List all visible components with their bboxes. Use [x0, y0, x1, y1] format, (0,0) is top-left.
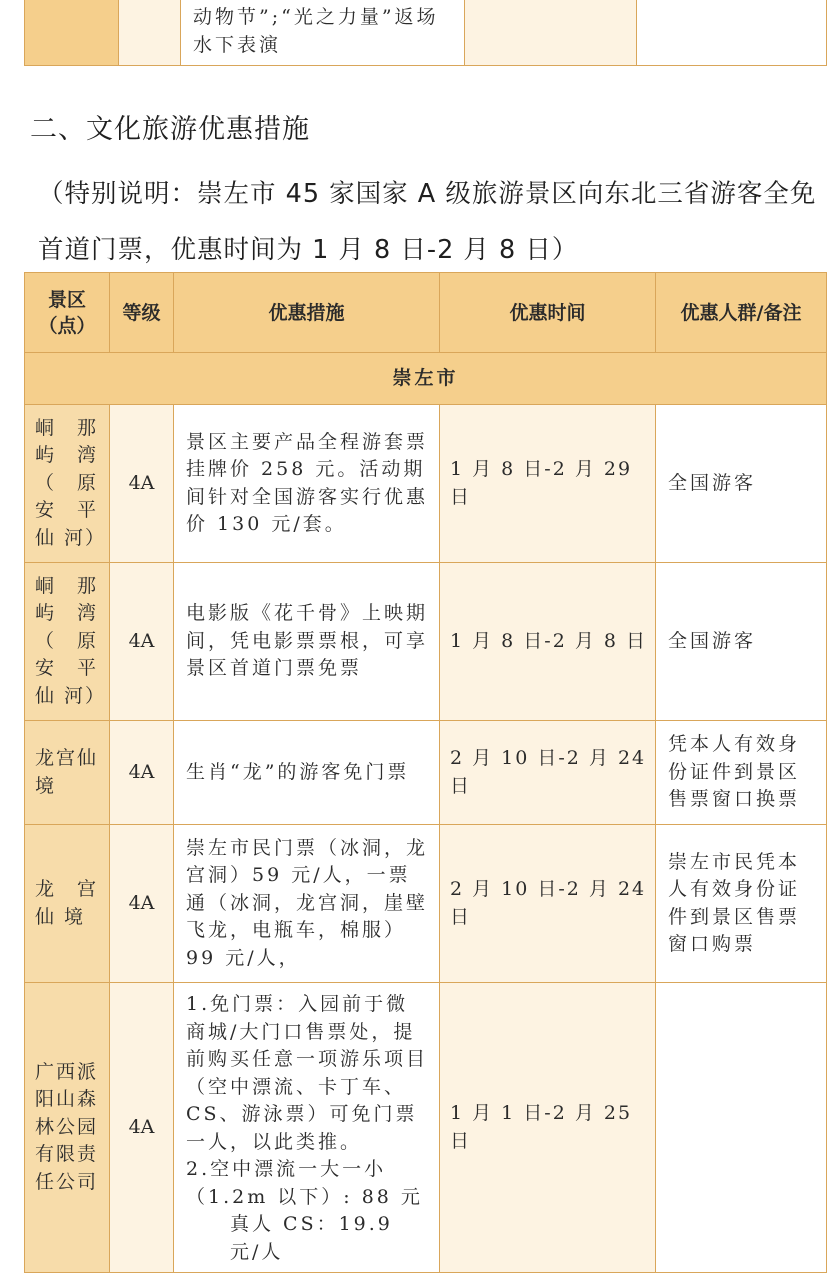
- header-group: 优惠人群/备注: [656, 273, 827, 353]
- time-cell: 1 月 8 日-2 月 8 日: [440, 563, 656, 721]
- level-cell: 4A: [110, 405, 174, 563]
- scenic-name-line: 境: [35, 774, 57, 797]
- fragment-measure-cell: [181, 0, 465, 66]
- level-cell: 4A: [110, 721, 174, 825]
- level-cell: 4A: [110, 983, 174, 1273]
- region-label: 崇左市: [25, 353, 827, 405]
- group-cell: 全国游客: [656, 563, 827, 721]
- scenic-name-line: 龙 宫: [35, 878, 99, 900]
- measure-cell: 崇左市民门票（冰洞，龙宫洞）59 元/人，一票通（冰洞，龙宫洞，崖壁飞龙，电瓶车，棉服）99 元/人，: [174, 825, 440, 983]
- scenic-name-line: （ 原: [35, 471, 99, 494]
- section-title: 二、文化旅游优惠措施: [30, 114, 310, 145]
- table-row: [25, 825, 827, 983]
- scenic-name-line: 安 平: [35, 657, 99, 680]
- table-row: [25, 405, 827, 563]
- scenic-name-line: 任公司: [35, 1170, 99, 1193]
- scenic-name-line: 有限责: [35, 1143, 99, 1166]
- scenic-name-line: 仙 境: [35, 905, 86, 928]
- scenic-name-cell: [25, 721, 110, 825]
- measure-cell: 景区主要产品全程游套票挂牌价 258 元。活动期间针对全国游客实行优惠价 130 元/套。: [174, 405, 440, 563]
- group-cell: [656, 983, 827, 1273]
- scenic-name-line: 阳山森: [35, 1088, 99, 1111]
- time-cell: 1 月 1 日-2 月 25 日: [440, 983, 656, 1273]
- time-cell: 1 月 8 日-2 月 29 日: [440, 405, 656, 563]
- table-row: [25, 0, 827, 66]
- level-cell: 4A: [110, 825, 174, 983]
- fragment-measure-line: 水下表演: [193, 34, 282, 56]
- scenic-name-line: 安 平: [35, 499, 99, 522]
- table-row: [25, 983, 827, 1273]
- special-note: （特别说明：崇左市 45 家国家 A 级旅游景区向东北三省游客全免首道门票，优惠时间为 1 月 8 日-2 月 8 日）: [38, 179, 817, 265]
- measure-line: 1.免门票：入园前于微商城/大门口售票处，提前购买任意一项游乐项目（空中漂流、卡丁车、CS、游泳票）可免门票一人，以此类推。: [186, 993, 429, 1153]
- scenic-name-cell: [25, 983, 110, 1273]
- fragment-group-cell: [637, 0, 827, 66]
- table-row: [25, 721, 827, 825]
- measure-cell: 生肖“龙”的游客免门票: [174, 721, 440, 825]
- scenic-name-line: 峒 那: [35, 416, 99, 439]
- group-cell: 全国游客: [656, 405, 827, 563]
- region-row: [25, 353, 827, 405]
- group-cell: 崇左市民凭本人有效身份证件到景区售票窗口购票: [656, 825, 827, 983]
- scenic-name-line: 屿 湾: [35, 602, 99, 625]
- scenic-name-cell: [25, 405, 110, 563]
- fragment-measure-line: 动物节”;“光之力量”返场: [193, 6, 439, 28]
- fragment-name-cell: [25, 0, 119, 66]
- table-row: [25, 563, 827, 721]
- measure-line: （1.2m 以下）: 88 元: [186, 1185, 423, 1208]
- measure-line: 真人 CS：19.9 元/人: [230, 1213, 393, 1263]
- scenic-name-line: 峒 那: [35, 574, 99, 597]
- previous-table-fragment: [24, 0, 827, 66]
- scenic-name-cell: [25, 563, 110, 721]
- fragment-level-cell: [119, 0, 181, 66]
- measure-cell: [174, 983, 440, 1273]
- scenic-name-line: （ 原: [35, 629, 99, 652]
- header-scenic: 景区 （点）: [25, 273, 110, 353]
- header-level: 等级: [110, 273, 174, 353]
- header-time: 优惠时间: [440, 273, 656, 353]
- group-cell: 凭本人有效身份证件到景区售票窗口换票: [656, 721, 827, 825]
- discount-table: [24, 272, 827, 1273]
- scenic-name-line: 龙宫仙: [35, 747, 99, 769]
- scenic-name-line: 仙 河）: [35, 684, 107, 707]
- time-cell: 2 月 10 日-2 月 24 日: [440, 721, 656, 825]
- scenic-name-line: 仙 河）: [35, 526, 107, 549]
- measure-line: 2.空中漂流一大一小: [186, 1158, 387, 1180]
- fragment-time-cell: [465, 0, 637, 66]
- measure-cell: 电影版《花千骨》上映期间，凭电影票票根，可享景区首道门票免票: [174, 563, 440, 721]
- time-cell: 2 月 10 日-2 月 24 日: [440, 825, 656, 983]
- level-cell: 4A: [110, 563, 174, 721]
- scenic-name-line: 林公园: [35, 1115, 99, 1138]
- table-header-row: [25, 273, 827, 353]
- scenic-name-cell: [25, 825, 110, 983]
- scenic-name-line: 广西派: [35, 1060, 99, 1083]
- header-measure: 优惠措施: [174, 273, 440, 353]
- scenic-name-line: 屿 湾: [35, 444, 99, 467]
